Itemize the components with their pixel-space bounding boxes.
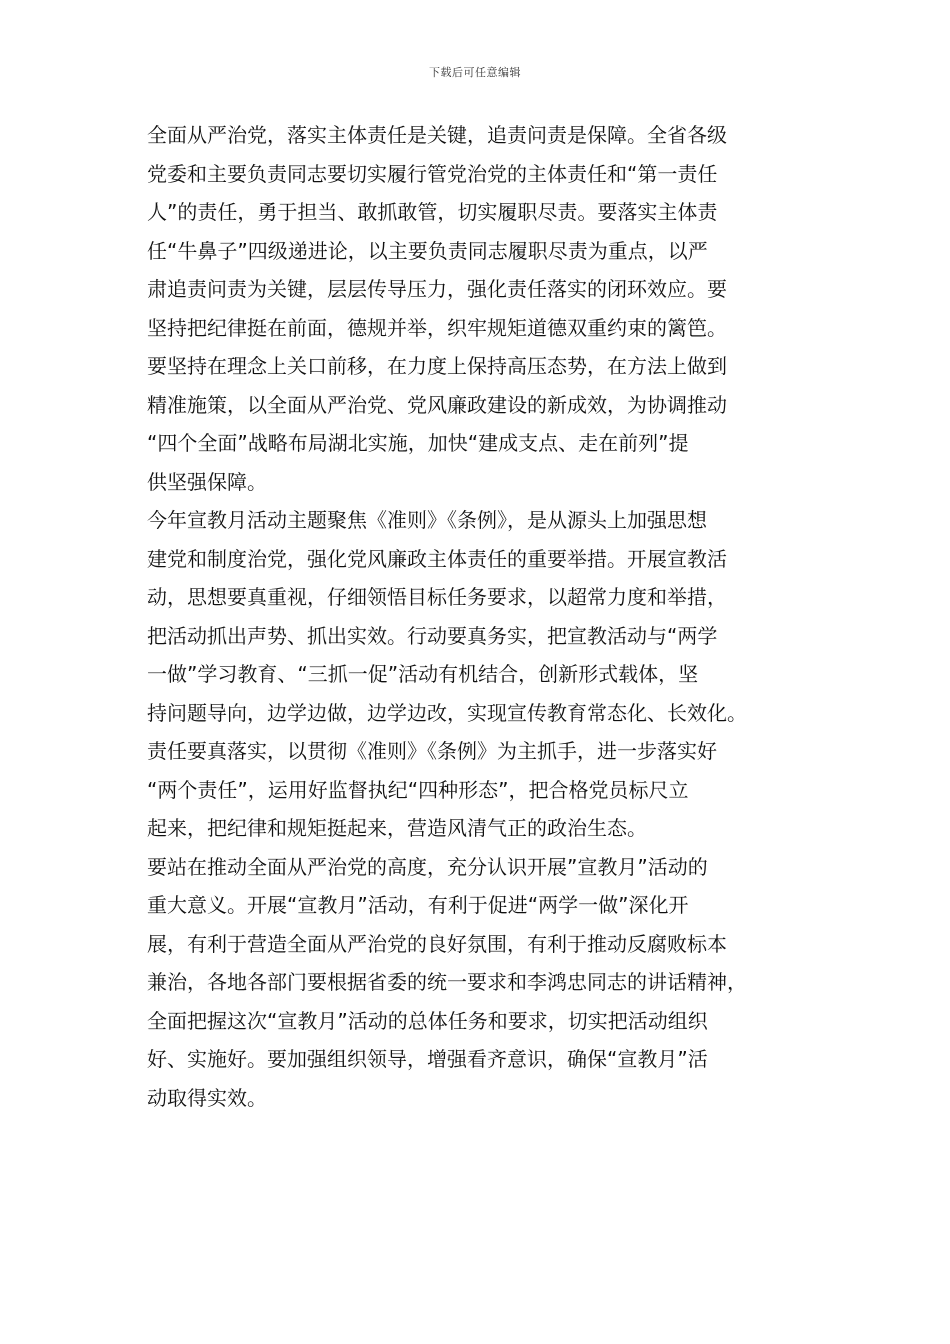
paragraph-line: 要站在推动全面从严治党的高度，充分认识开展”宣教月”活动的: [147, 854, 708, 879]
paragraph-1: [147, 116, 807, 501]
paragraph-line: 把活动抓出声势、抓出实效。行动要真务实，把宣教活动与“两学: [147, 623, 718, 648]
paragraph-line: 要坚持在理念上关口前移，在力度上保持高压态势，在方法上做到: [147, 354, 727, 378]
document-body: [147, 116, 807, 1117]
page-header: 下载后可任意编辑: [429, 66, 521, 79]
paragraph-line: 人”的责任，勇于担当、敢抓敢管，切实履职尽责。要落实主体责: [147, 200, 718, 224]
paragraph-line: 重大意义。开展“宣教月”活动，有利于促进“两学一做”深化开: [147, 893, 689, 917]
paragraph-line: 任“牛鼻子”四级递进论，以主要负责同志履职尽责为重点，以严: [147, 238, 708, 263]
paragraph-line: 精准施策，以全面从严治党、党风廉政建设的新成效，为协调推动: [147, 392, 727, 417]
paragraph-line: 持问题导向，边学边做，边学边改，实现宣传教育常态化、长效化。: [147, 700, 747, 725]
paragraph-line: 肃追责问责为关键，层层传导压力，强化责任落实的闭环效应。要: [147, 277, 727, 301]
paragraph-line: 动取得实效。: [147, 1085, 267, 1110]
paragraph-line: “两个责任”，运用好监督执纪“四种形态”，把合格党员标尺立: [147, 777, 689, 802]
paragraph-line: 供坚强保障。: [147, 469, 267, 494]
paragraph-2: [147, 501, 807, 848]
paragraph-line: 建党和制度治党，强化党风廉政主体责任的重要举措。开展宣教活: [147, 546, 727, 571]
paragraph-line: 坚持把纪律挺在前面，德规并举，织牢规矩道德双重约束的篱笆。: [147, 315, 727, 340]
paragraph-line: 一做”学习教育、“三抓一促”活动有机结合，创新形式载体，坚: [147, 662, 699, 686]
paragraph-line: 动，思想要真重视，仔细领悟目标任务要求，以超常力度和举措，: [147, 585, 727, 609]
paragraph-line: “四个全面”战略布局湖北实施，加快“建成支点、走在前列”提: [147, 431, 689, 455]
paragraph-line: 责任要真落实，以贯彻《准则》《条例》为主抓手，进一步落实好: [147, 739, 717, 763]
paragraph-line: 好、实施好。要加强组织领导，增强看齐意识，确保“宣教月”活: [147, 1047, 708, 1071]
paragraph-line: 全面把握这次“宣教月”活动的总体任务和要求，切实把活动组织: [147, 1008, 708, 1033]
paragraph-line: 今年宣教月活动主题聚焦《准则》《条例》，是从源头上加强思想: [147, 508, 707, 532]
paragraph-line: 展，有利于营造全面从严治党的良好氛围，有利于推动反腐败标本: [147, 931, 727, 956]
paragraph-3: [147, 848, 807, 1118]
paragraph-line: 全面从严治党，落实主体责任是关键，追责问责是保障。全省各级: [147, 123, 727, 147]
paragraph-line: 兼治，各地各部门要根据省委的统一要求和李鸿忠同志的讲话精神，: [147, 970, 747, 994]
paragraph-line: 党委和主要负责同志要切实履行管党治党的主体责任和“第一责任: [147, 161, 718, 186]
paragraph-line: 起来，把纪律和规矩挺起来，营造风清气正的政治生态。: [147, 816, 647, 840]
